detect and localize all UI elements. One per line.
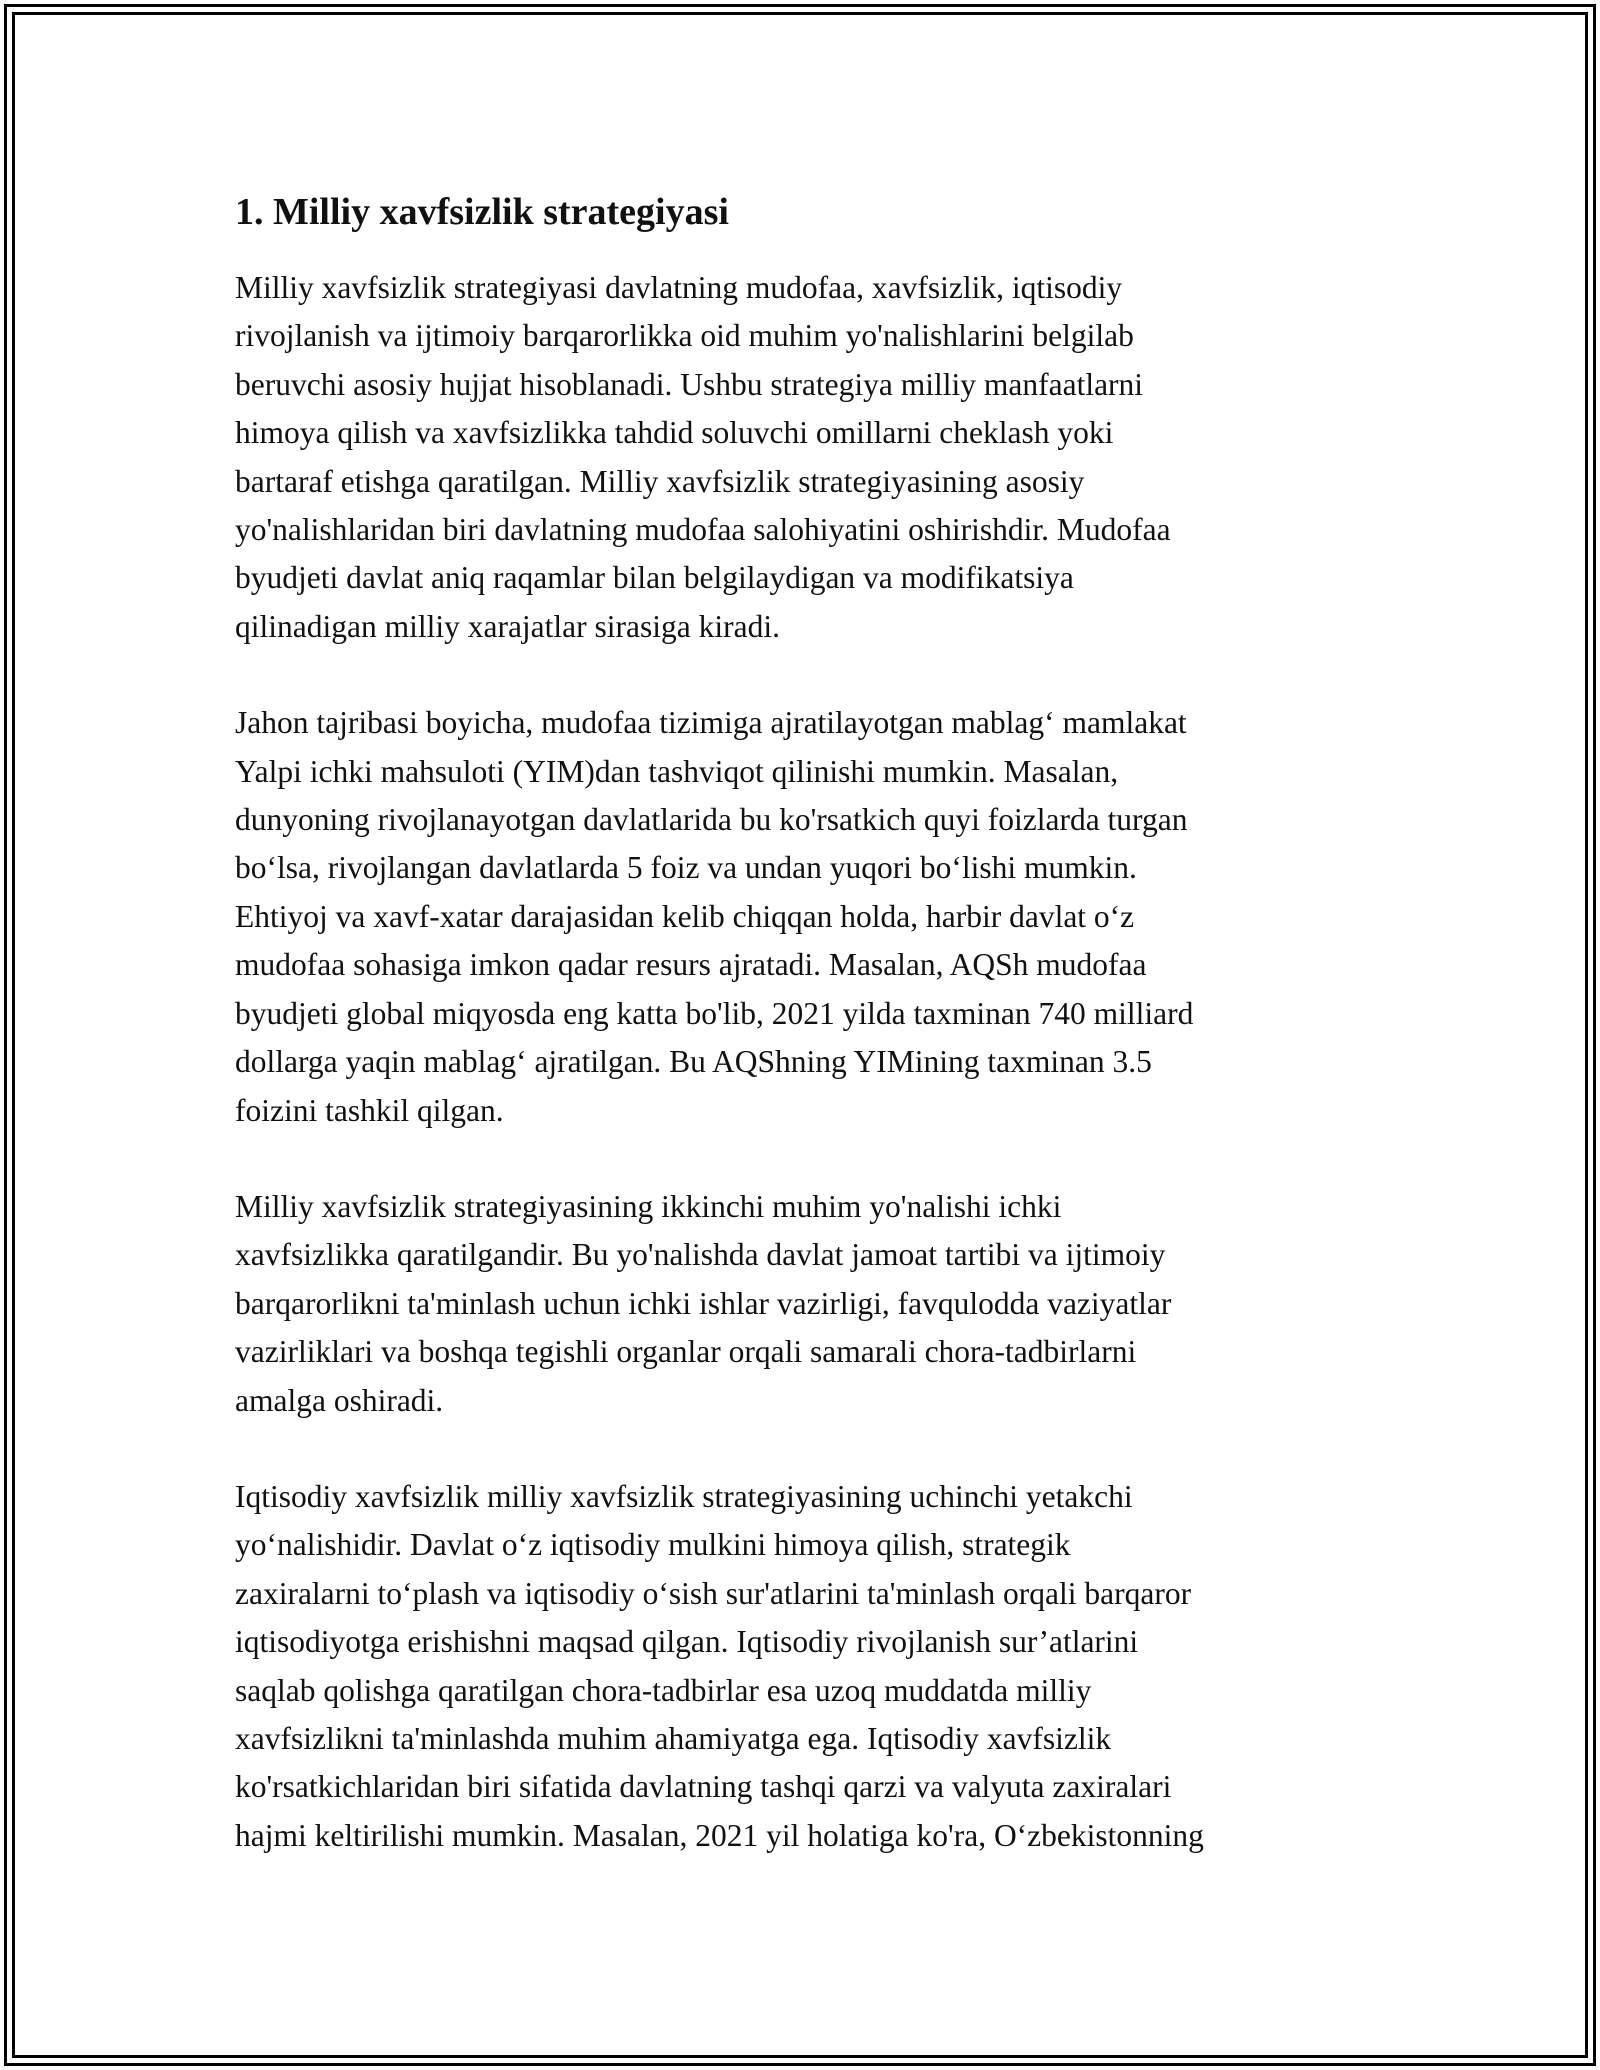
text-line: Milliy xavfsizlik strategiyasining ikkinchi muhim yo'nalishi ichki — [235, 1188, 1062, 1224]
text-line: Ehtiyoj va xavf-xatar darajasidan kelib chiqqan holda, harbir davlat o‘z — [235, 898, 1135, 934]
text-line: yo‘nalishidir. Davlat o‘z iqtisodiy mulkini himoya qilish, strategik — [235, 1527, 1071, 1563]
text-line: beruvchi asosiy hujjat hisoblanadi. Ushbu strategiya milliy manfaatlarni — [235, 366, 1144, 402]
paragraph-1 — [235, 264, 1375, 651]
text-line: Milliy xavfsizlik strategiyasi davlatning mudofaa, xavfsizlik, iqtisodiy — [235, 270, 1123, 305]
text-line: xavfsizlikni ta'minlashda muhim ahamiyatga ega. Iqtisodiy xavfsizlik — [235, 1720, 1112, 1756]
text-line: ko'rsatkichlaridan biri sifatida davlatning tashqi qarzi va valyuta zaxiralari — [235, 1769, 1172, 1805]
text-line: qilinadigan milliy xarajatlar sirasiga kiradi. — [235, 608, 780, 644]
text-line: saqlab qolishga qaratilgan chora-tadbirlar esa uzoq muddatda milliy — [235, 1672, 1092, 1708]
text-line: bartaraf etishga qaratilgan. Milliy xavfsizlik strategiyasining asosiy — [235, 463, 1085, 499]
paragraph-4 — [235, 1473, 1375, 1860]
text-line: hajmi keltirilishi mumkin. Masalan, 2021 yil holatiga ko'ra, O‘zbekistonning — [235, 1817, 1204, 1853]
text-line: himoya qilish va xavfsizlikka tahdid soluvchi omillarni cheklash yoki — [235, 415, 1114, 451]
text-line: zaxiralarni to‘plash va iqtisodiy o‘sish sur'atlarini ta'minlash orqali barqaror — [235, 1575, 1192, 1611]
text-line: yo'nalishlaridan biri davlatning mudofaa salohiyatini oshirishdir. Mudofaa — [235, 512, 1171, 548]
paragraph-3 — [235, 1183, 1375, 1425]
text-line: Jahon tajribasi boyicha, mudofaa tizimiga ajratilayotgan mablag‘ mamlakat — [235, 705, 1187, 741]
document-body — [235, 188, 1375, 1908]
text-line: byudjeti davlat aniq raqamlar bilan belgilaydigan va modifikatsiya — [235, 560, 1074, 596]
text-line: dollarga yaqin mablag‘ ajratilgan. Bu AQShning YIMining taxminan 3.5 — [235, 1044, 1152, 1080]
paragraph-2 — [235, 699, 1375, 1135]
text-line: dunyoning rivojlanayotgan davlatlarida bu ko'rsatkich quyi foizlarda turgan — [235, 802, 1188, 838]
section-heading: 1. Milliy xavfsizlik strategiyasi — [235, 191, 729, 233]
text-line: iqtisodiyotga erishishni maqsad qilgan. Iqtisodiy rivojlanish sur’atlarini — [235, 1624, 1139, 1660]
text-line: Yalpi ichki mahsuloti (YIM)dan tashviqot qilinishi mumkin. Masalan, — [235, 753, 1119, 789]
text-line: byudjeti global miqyosda eng katta bo'lib, 2021 yilda taxminan 740 milliard — [235, 995, 1194, 1031]
text-line: Iqtisodiy xavfsizlik milliy xavfsizlik strategiyasining uchinchi yetakchi — [235, 1478, 1133, 1514]
text-line: mudofaa sohasiga imkon qadar resurs ajratadi. Masalan, AQSh mudofaa — [235, 947, 1147, 983]
text-line: bo‘lsa, rivojlangan davlatlarda 5 foiz va undan yuqori bo‘lishi mumkin. — [235, 850, 1137, 886]
text-line: foizini tashkil qilgan. — [235, 1092, 504, 1128]
text-line: vazirliklari va boshqa tegishli organlar orqali samarali chora-tadbirlarni — [235, 1334, 1137, 1370]
text-line: rivojlanish va ijtimoiy barqarorlikka oid muhim yo'nalishlarini belgilab — [235, 318, 1134, 354]
text-line: xavfsizlikka qaratilgandir. Bu yo'nalishda davlat jamoat tartibi va ijtimoiy — [235, 1237, 1166, 1273]
text-line: barqarorlikni ta'minlash uchun ichki ishlar vazirligi, favqulodda vaziyatlar — [235, 1285, 1172, 1321]
text-line: amalga oshiradi. — [235, 1382, 444, 1418]
